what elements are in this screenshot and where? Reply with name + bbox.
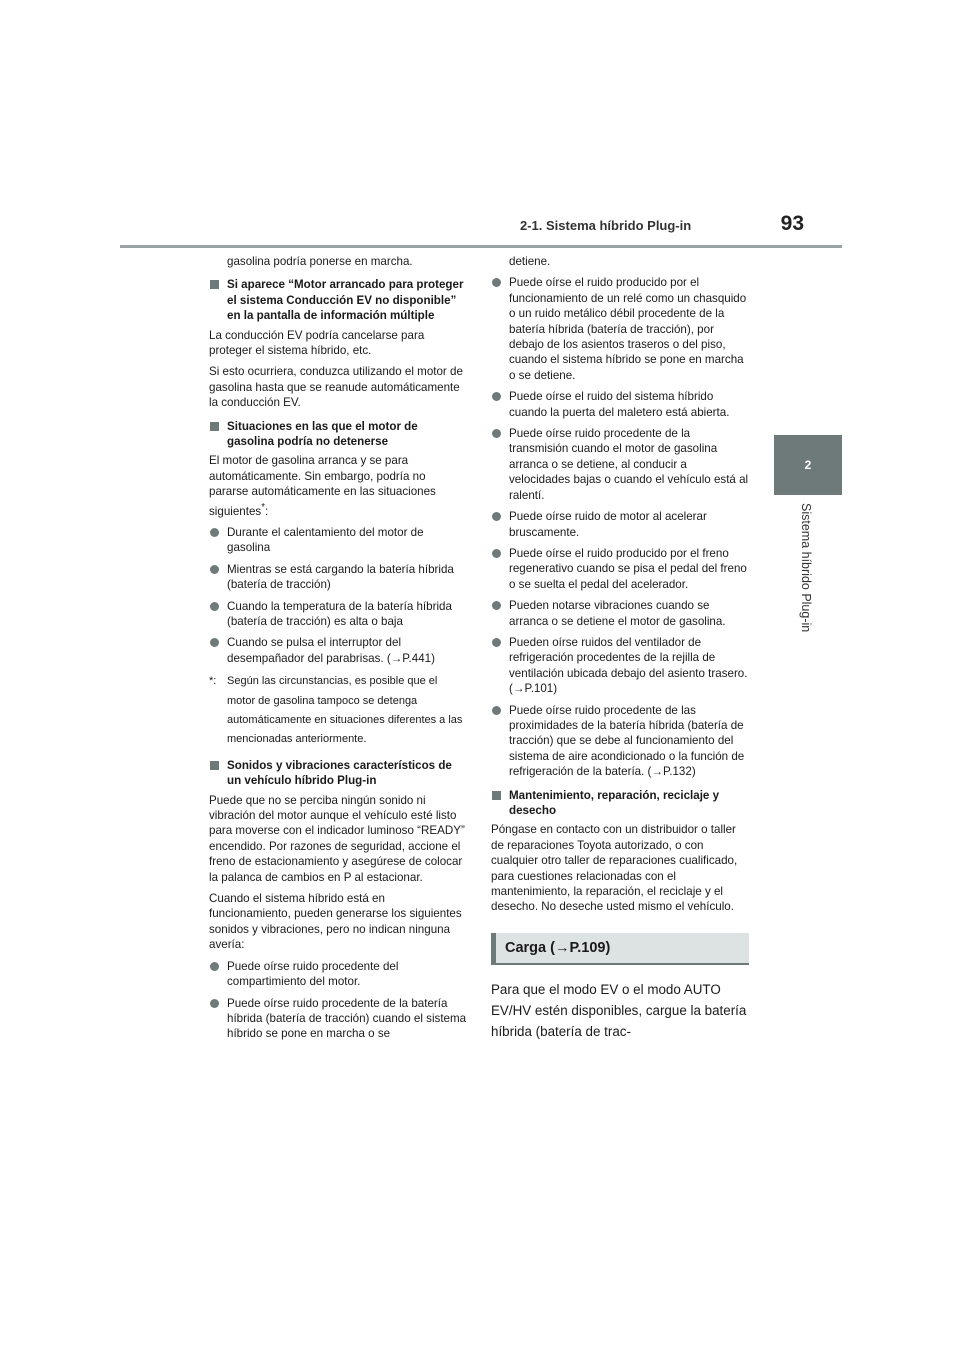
footnote-marker: * — [261, 501, 265, 513]
paragraph: Cuando el sistema híbrido está en funcionamiento, pueden generarse los siguientes sonidos y vibraciones, pero no indican ninguna avería: — [209, 892, 462, 952]
paragraph: Póngase en contacto con un distribuidor o taller de reparaciones Toyota autorizado, o con cualquier otro taller de reparaciones cualificado, para cuestiones relacionadas con el mantenimiento, la reparación, el reciclaje y el desecho. No deseche usted mismo el vehículo. — [491, 823, 738, 914]
heading-maintenance: Mantenimiento, reparación, reciclaje y desecho — [491, 788, 749, 819]
list-item: Pueden notarse vibraciones cuando se arranca o se detiene el motor de gasolina. — [491, 598, 749, 629]
section-title: 2-1. Sistema híbrido Plug-in — [520, 218, 692, 233]
left-column — [209, 254, 467, 1048]
page-number: 93 — [780, 212, 804, 235]
list-item: Puede oírse el ruido producido por el freno regenerativo cuando se pisa el pedal del freno o se suelta el pedal del acelerador. — [491, 546, 749, 592]
header-divider — [120, 245, 842, 248]
list-item: Puede oírse el ruido del sistema híbrido cuando la puerta del maletero está abierta. — [491, 389, 749, 420]
list-item: Durante el calentamiento del motor de gasolina — [209, 525, 467, 556]
chapter-number: 2 — [804, 458, 812, 472]
right-column — [491, 254, 749, 1048]
heading-ev-unavailable: Si aparece “Motor arrancado para proteger el sistema Conducción EV no disponible” en la pantalla de información múltiple — [209, 277, 467, 323]
carga-section-heading: Carga (→P.109) — [491, 933, 749, 965]
paragraph: La conducción EV podría cancelarse para proteger el sistema híbrido, etc. — [209, 328, 425, 358]
heading-sounds-vibrations: Sonidos y vibraciones característicos de un vehículo híbrido Plug-in — [209, 758, 467, 789]
list-item: Puede oírse ruido de motor al acelerar bruscamente. — [491, 509, 749, 540]
footnote-marker: *: — [209, 675, 217, 688]
list-item: Puede oírse ruido procedente de las proximidades de la batería híbrida (batería de tracción) que se debe al funcionamiento del sistema de aire acondicionado o la función de refrigeración de la batería. (→P.132) — [491, 703, 749, 780]
list-item: Cuando la temperatura de la batería híbrida (batería de tracción) es alta o baja — [209, 599, 467, 630]
continued-text: gasolina podría ponerse en marcha. — [227, 255, 413, 268]
list-item: Puede oírse ruido procedente de la transmisión cuando el motor de gasolina arranca o se detiene, al conducir a velocidades bajas o cuando el vehículo está al ralentí. — [491, 426, 749, 503]
paragraph-end: : — [264, 504, 269, 518]
chapter-tab — [774, 435, 842, 495]
paragraph: Para que el modo EV o el modo AUTO EV/HV estén disponibles, cargue la batería híbrida (batería de trac- — [491, 981, 747, 1039]
footnote — [209, 672, 467, 750]
list-item: Mientras se está cargando la batería híbrida (batería de tracción) — [209, 562, 467, 593]
paragraph-text: El motor de gasolina arranca y se para automáticamente. Sin embargo, podría no pararse automáticamente en las situaciones siguientes — [209, 454, 436, 518]
list-item: Puede oírse el ruido producido por el funcionamiento de un relé como un chasquido o un ruido metálico débil procedente de la batería híbrida (batería de tracción), por debajo de los asientos traseros o del piso, cuando el sistema híbrido se pone en marcha o se detiene. — [491, 275, 749, 383]
paragraph: Si esto ocurriera, conduzca utilizando el motor de gasolina hasta que se reanude automáticamente la conducción EV. — [209, 365, 463, 410]
paragraph — [209, 453, 467, 518]
list-item: Cuando se pulsa el interruptor del desempañador del parabrisas. (→P.441) — [209, 635, 467, 666]
list-item: Puede oírse ruido procedente de la batería híbrida (batería de tracción) cuando el sistema híbrido se pone en marcha o se — [209, 996, 467, 1042]
continued-text: detiene. — [509, 255, 551, 268]
list-item: Pueden oírse ruidos del ventilador de refrigeración procedentes de la rejilla de ventilación ubicada debajo del asiento trasero. (→P.101) — [491, 635, 749, 697]
paragraph: Puede que no se perciba ningún sonido ni vibración del motor aunque el vehículo esté listo para moverse con el indicador luminoso “READY” encendido. Por razones de seguridad, accione el freno de estacionamiento y asegúrese de colocar la palanca de cambios en P al estacionar. — [209, 793, 465, 884]
heading-engine-not-stopping: Situaciones en las que el motor de gasolina podría no detenerse — [209, 419, 467, 450]
list-item: Puede oírse ruido procedente del compartimiento del motor. — [209, 959, 467, 990]
footnote-text: Según las circunstancias, es posible que el motor de gasolina tampoco se detenga automáticamente en situaciones diferentes a las mencionadas anteriormente. — [227, 675, 463, 746]
chapter-label: Sistema híbrido Plug-in — [799, 503, 813, 633]
